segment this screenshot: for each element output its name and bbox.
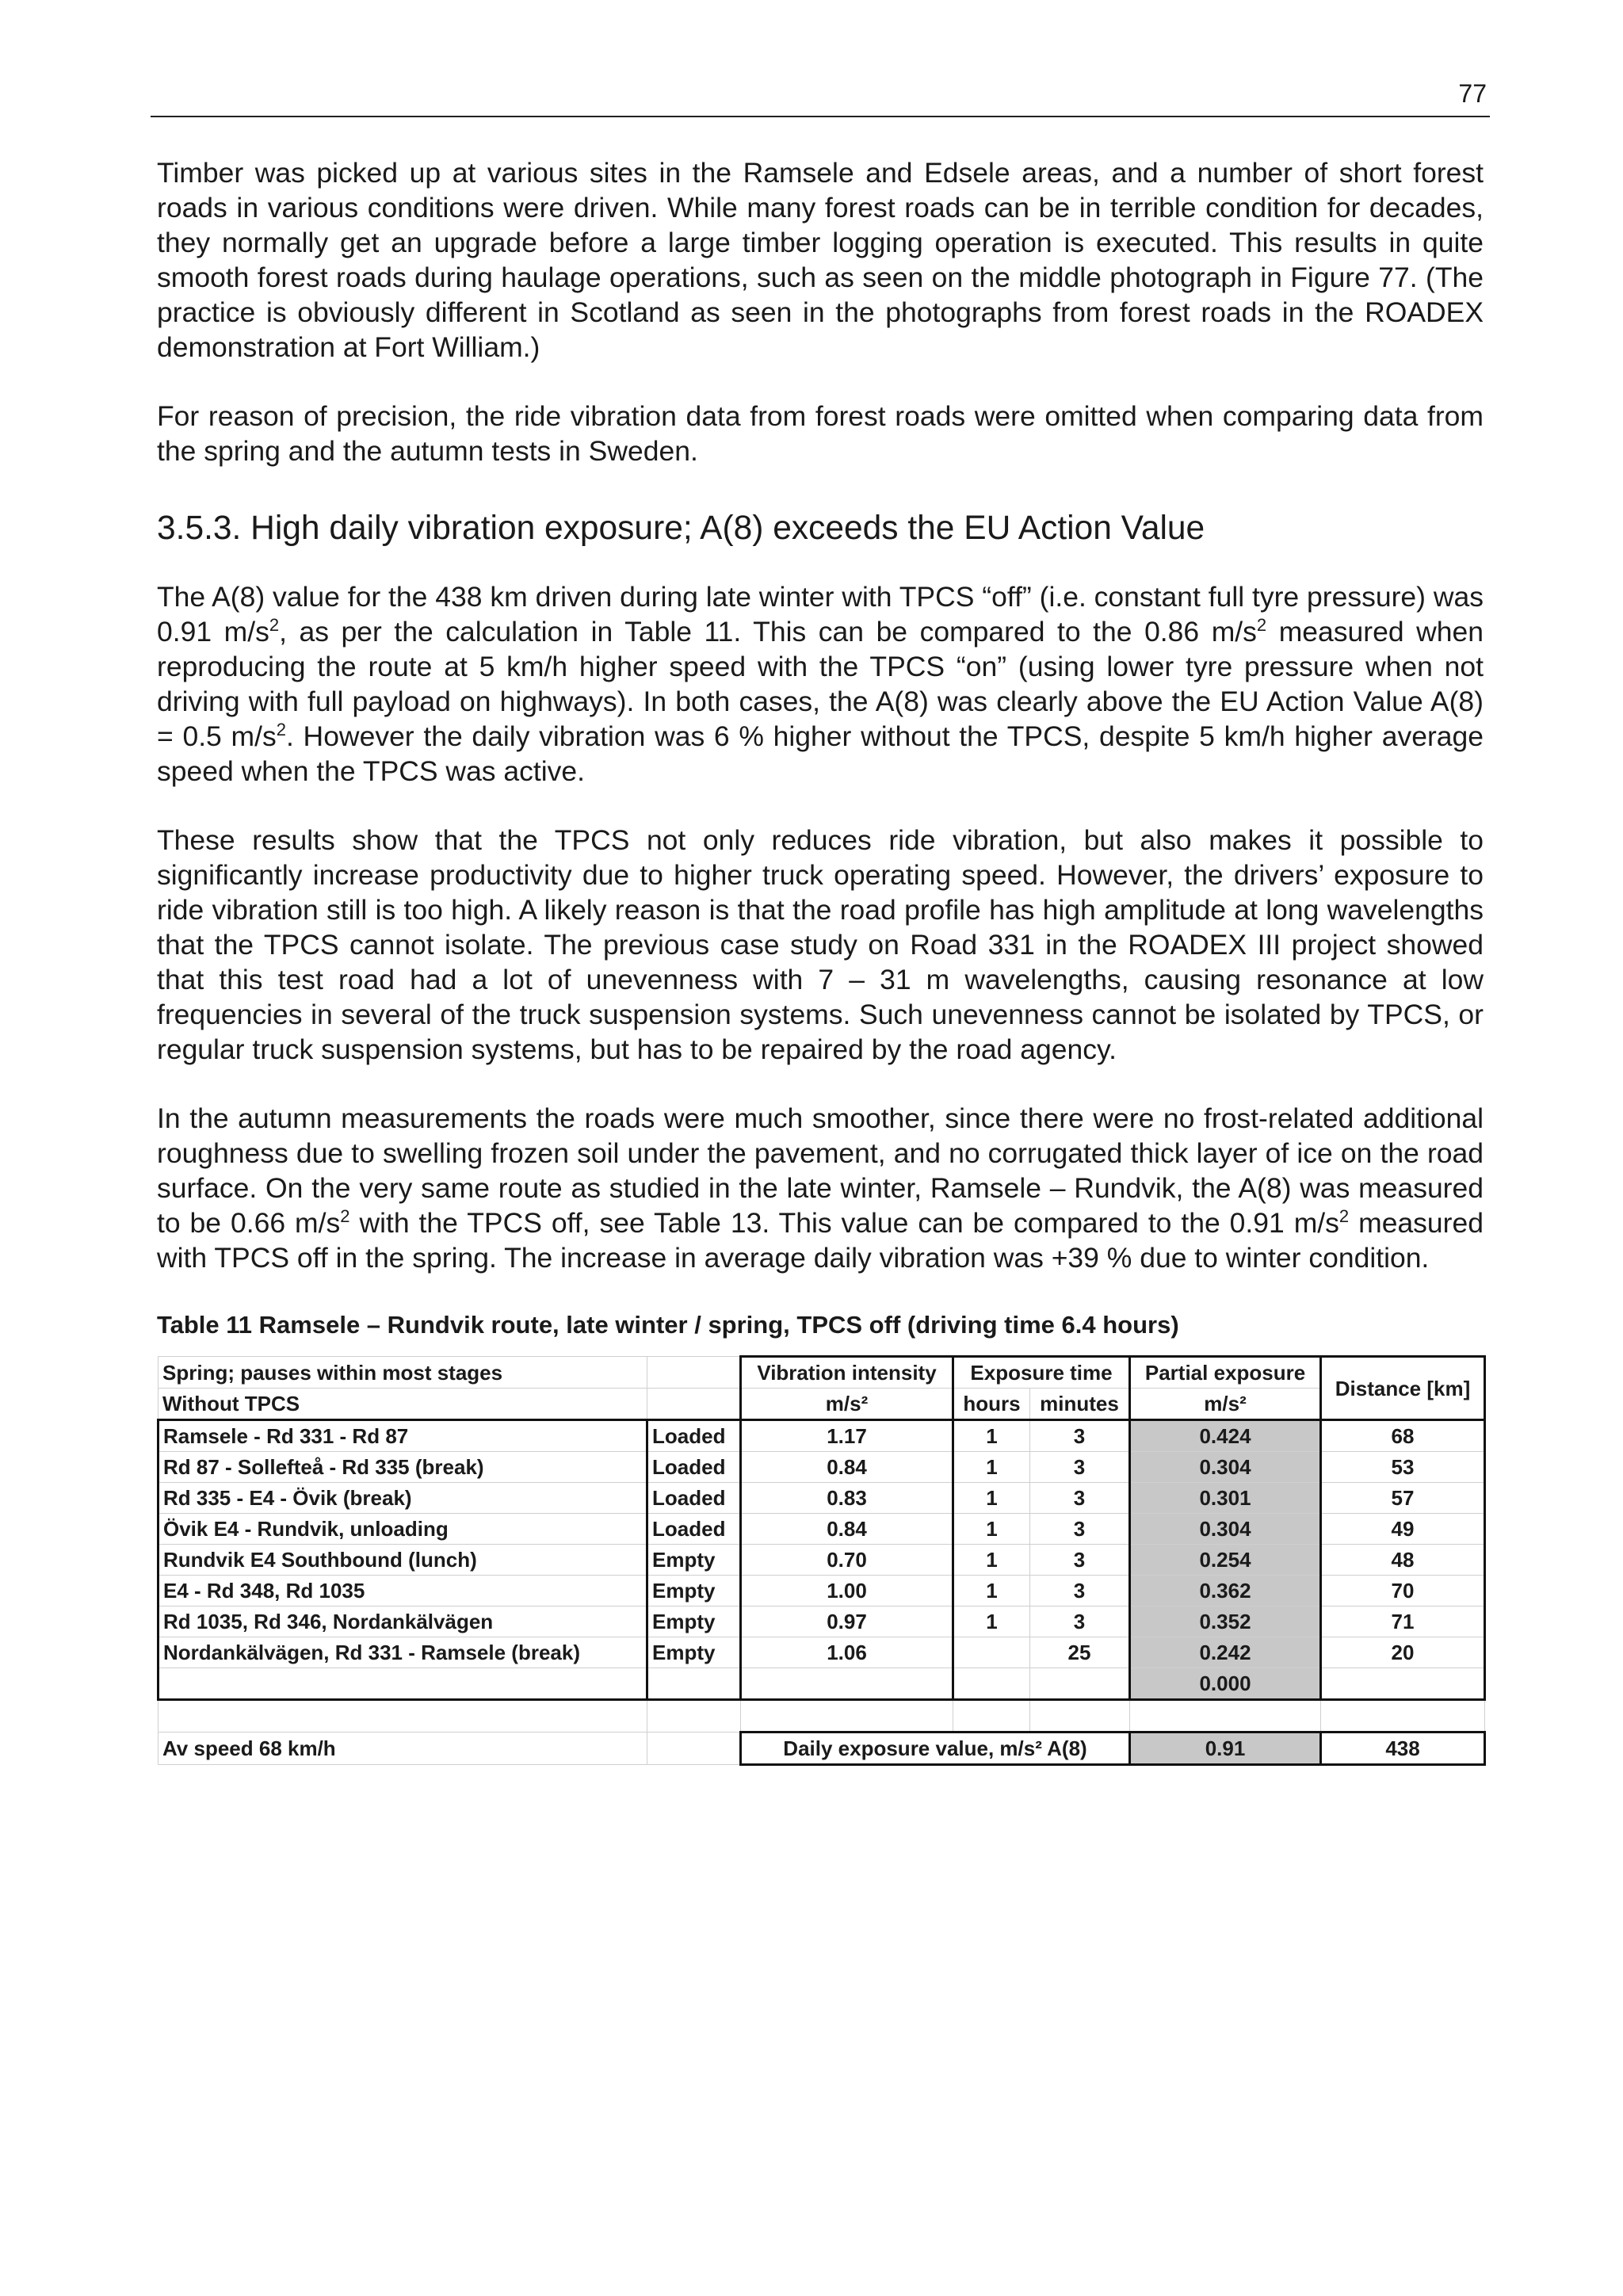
minutes-cell: 3 [1030,1452,1130,1483]
distance-cell: 49 [1321,1514,1485,1545]
partial-cell: 0.254 [1130,1545,1321,1576]
header-cell: Without TPCS [158,1389,647,1420]
vib-cell: 1.06 [741,1637,953,1668]
distance-cell: 70 [1321,1576,1485,1606]
vib-cell: 0.83 [741,1483,953,1514]
header-cell: hours [953,1389,1030,1420]
minutes-cell [1030,1668,1130,1700]
header-cell: m/s² [741,1389,953,1420]
distance-cell: 68 [1321,1420,1485,1452]
distance-cell: 53 [1321,1452,1485,1483]
empty-cell [647,1700,741,1733]
paragraph-precision: For reason of precision, the ride vibration data from forest roads were omitted when comparing data from the spring and the autumn tests in Sweden. [157,400,1484,467]
load-cell: Loaded [647,1483,741,1514]
text-run: , as per the calculation in Table 11. This can be compared to the 0.86 m/s [279,616,1257,648]
partial-cell: 0.301 [1130,1483,1321,1514]
text-run: The A(8) value for the 438 km driven during late winter with TPCS “off” (i.e. constant full tyre pressure) was 0.91 m/s [157,581,1484,648]
vib-cell: 1.00 [741,1576,953,1606]
minutes-cell: 3 [1030,1420,1130,1452]
header-cell: minutes [1030,1389,1130,1420]
hours-cell: 1 [953,1545,1030,1576]
load-cell: Loaded [647,1452,741,1483]
route-cell: Rundvik E4 Southbound (lunch) [158,1545,647,1576]
page-content [157,155,1484,1766]
route-cell: Rd 335 - E4 - Övik (break) [158,1483,647,1514]
partial-cell: 0.352 [1130,1606,1321,1637]
table-row [158,1668,1485,1700]
empty-cell [1130,1700,1321,1733]
partial-cell: 0.424 [1130,1420,1321,1452]
table-caption: Table 11 Ramsele – Rundvik route, late winter / spring, TPCS off (driving time 6.4 hours) [157,1311,1179,1339]
avg-speed: Av speed 68 km/h [158,1733,647,1765]
route-cell: Ramsele - Rd 331 - Rd 87 [158,1420,647,1452]
paragraph-results: These results show that the TPCS not only reduces ride vibration, but also makes it possible to significantly increase productivity due to higher truck operating speed. However, the drivers’ exposure to ride vibration still is too high. A likely reason is that the road profile has high amplitude at long wavelengths that the TPCS cannot isolate. The previous case study on Road 331 in the ROADEX III project showed that this test road had a lot of unevenness with 7 – 31 m wavelengths, causing resonance at low frequencies in several of the truck suspension systems. Such unevenness cannot be isolated by TPCS, or regular truck suspension systems, but has to be repaired by the road agency. [157,824,1484,1065]
text-run: with the TPCS off, see Table 13. This value can be compared to the 0.91 m/s [349,1207,1339,1239]
paragraph-a8-value [157,579,1484,789]
superscript: 2 [1338,1206,1350,1227]
superscript: 2 [1256,615,1267,636]
table-row [158,1545,1485,1576]
table-row [158,1452,1485,1483]
vib-cell: 0.84 [741,1452,953,1483]
table-body [158,1420,1485,1700]
route-cell: Övik E4 - Rundvik, unloading [158,1514,647,1545]
text-run: measured when reproducing the route at 5 km/h higher speed with the TPCS “on” (using lower tyre pressure when not driving with full payload on highways). In both cases, the A(8) was clearly above the EU Action Value A(8) = 0.5 m/s [157,616,1484,752]
load-cell: Loaded [647,1420,741,1452]
partial-cell: 0.304 [1130,1452,1321,1483]
load-cell: Empty [647,1545,741,1576]
route-cell: Nordankälvägen, Rd 331 - Ramsele (break) [158,1637,647,1668]
header-row [158,1389,1485,1420]
hours-cell [953,1637,1030,1668]
load-cell: Empty [647,1606,741,1637]
header-cell: Spring; pauses within most stages [158,1357,647,1389]
table-row [158,1606,1485,1637]
total-distance: 438 [1321,1733,1485,1765]
table-row [158,1514,1485,1545]
header-cell: Exposure time [953,1357,1130,1389]
route-cell [158,1668,647,1700]
minutes-cell: 3 [1030,1483,1130,1514]
daily-exposure-value: 0.91 [1130,1733,1321,1765]
hours-cell: 1 [953,1576,1030,1606]
vib-cell: 0.97 [741,1606,953,1637]
minutes-cell: 3 [1030,1545,1130,1576]
empty-cell [953,1700,1030,1733]
vib-cell: 1.17 [741,1420,953,1452]
paragraph-timber: Timber was picked up at various sites in the Ramsele and Edsele areas, and a number of short forest roads in various conditions were driven. While many forest roads can be in terrible condition for decades, they normally get an upgrade before a large timber logging operation is executed. This results in quite smooth forest roads during haulage operations, such as seen on the middle photograph in Figure 77. (The practice is obviously different in Scotland as seen in the photographs from forest roads in the ROADEX demonstration at Fort William.) [157,157,1484,363]
load-cell: Loaded [647,1514,741,1545]
minutes-cell: 3 [1030,1514,1130,1545]
hours-cell: 1 [953,1483,1030,1514]
daily-exposure-label: Daily exposure value, m/s² A(8) [741,1733,1130,1765]
hours-cell: 1 [953,1420,1030,1452]
superscript: 2 [269,615,280,636]
section-heading: 3.5.3. High daily vibration exposure; A(8) exceeds the EU Action Value [157,510,1205,547]
header-cell: Distance [km] [1321,1357,1485,1420]
route-cell: Rd 87 - Sollefteå - Rd 335 (break) [158,1452,647,1483]
table-footer [158,1700,1485,1765]
empty-cell [741,1700,953,1733]
minutes-cell: 3 [1030,1576,1130,1606]
vib-cell [741,1668,953,1700]
table-row [158,1483,1485,1514]
partial-cell: 0.000 [1130,1668,1321,1700]
load-cell: Empty [647,1576,741,1606]
minutes-cell: 3 [1030,1606,1130,1637]
empty-cell [647,1733,741,1765]
superscript: 2 [340,1206,350,1227]
text-run: measured with TPCS off in the spring. The increase in average daily vibration was +39 % due to winter condition. [157,1207,1484,1274]
header-cell: Vibration intensity [741,1357,953,1389]
empty-cell [1030,1700,1130,1733]
empty-cell [158,1700,647,1733]
text-run: In the autumn measurements the roads were much smoother, since there were no frost-related additional roughness due to swelling frozen soil under the pavement, and no corrugated thick layer of ice on the road surface. On the very same route as studied in the late winter, Ramsele – Rundvik, the A(8) was measured to be 0.66 m/s [157,1102,1484,1239]
load-cell [647,1668,741,1700]
header-cell [647,1389,741,1420]
hours-cell: 1 [953,1452,1030,1483]
page-number: 77 [1458,79,1487,108]
header-cell: m/s² [1130,1389,1321,1420]
summary-row [158,1733,1485,1765]
table-row [158,1576,1485,1606]
hours-cell: 1 [953,1514,1030,1545]
vib-cell: 0.84 [741,1514,953,1545]
vib-cell: 0.70 [741,1545,953,1576]
partial-cell: 0.304 [1130,1514,1321,1545]
header-cell: Partial exposure [1130,1357,1321,1389]
header-cell [647,1357,741,1389]
minutes-cell: 25 [1030,1637,1130,1668]
vibration-table [157,1355,1486,1766]
header-rule [151,116,1490,117]
distance-cell: 57 [1321,1483,1485,1514]
load-cell: Empty [647,1637,741,1668]
route-cell: Rd 1035, Rd 346, Nordankälvägen [158,1606,647,1637]
empty-cell [1321,1700,1485,1733]
distance-cell: 71 [1321,1606,1485,1637]
table-header [158,1357,1485,1420]
table-row [158,1420,1485,1452]
partial-cell: 0.362 [1130,1576,1321,1606]
superscript: 2 [276,720,286,740]
paragraph-autumn [157,1101,1484,1275]
partial-cell: 0.242 [1130,1637,1321,1668]
distance-cell: 20 [1321,1637,1485,1668]
table-row [158,1637,1485,1668]
hours-cell: 1 [953,1606,1030,1637]
text-run: . However the daily vibration was 6 % higher without the TPCS, despite 5 km/h higher average speed when the TPCS was active. [157,720,1484,787]
header-row [158,1357,1485,1389]
spacer-row [158,1700,1485,1733]
hours-cell [953,1668,1030,1700]
distance-cell [1321,1668,1485,1700]
distance-cell: 48 [1321,1545,1485,1576]
route-cell: E4 - Rd 348, Rd 1035 [158,1576,647,1606]
